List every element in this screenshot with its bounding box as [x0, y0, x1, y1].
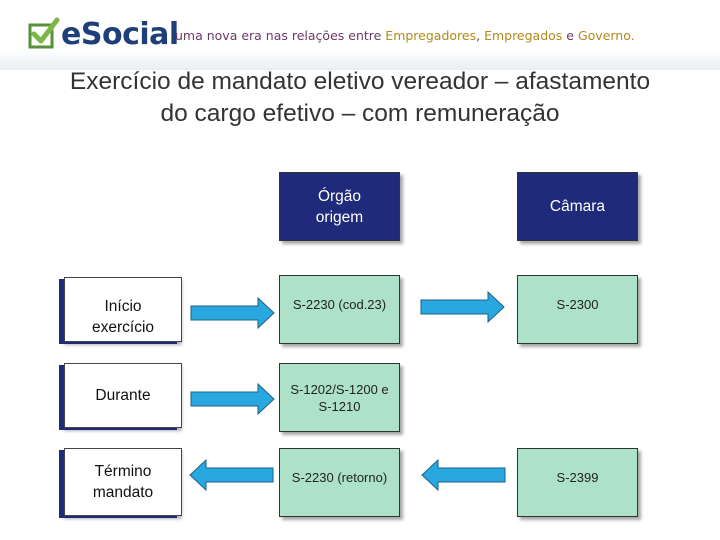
row-label-termino: [64, 448, 182, 516]
orgao-event-text: S-2230 (retorno): [291, 470, 388, 485]
tagline-separator-1: ,: [476, 28, 485, 43]
tagline-separator-2: e: [562, 28, 578, 43]
row-label-text: Durante: [95, 387, 151, 404]
camara-event-inicio: [517, 275, 638, 344]
camara-event-termino: [517, 448, 638, 517]
column-header-orgao-origem: [279, 172, 400, 241]
arrow-left-icon: [188, 458, 274, 492]
row-label-durante: [64, 363, 182, 428]
checkbox-logo-icon: [28, 17, 60, 53]
tagline: [175, 28, 635, 43]
orgao-event-inicio: [279, 275, 400, 344]
tagline-word-employees: Empregados: [484, 28, 563, 43]
orgao-event-text: S-1202/S-1200 e S-1210: [290, 381, 389, 414]
column-header-camara-label: Câmara: [549, 198, 606, 215]
tagline-word-employers: Empregadores: [385, 28, 477, 43]
tagline-word-government: Governo: [577, 28, 631, 43]
row-label-inicio: [64, 277, 182, 342]
row-label-text: Início exercício: [91, 297, 155, 336]
header-bar: [0, 0, 720, 70]
row-label-text: Término mandato: [92, 463, 154, 501]
tagline-end: .: [630, 28, 635, 43]
orgao-event-termino: [279, 448, 400, 517]
orgao-event-text: S-2230 (cod.23): [292, 297, 387, 312]
arrow-left-icon: [420, 458, 506, 492]
column-header-camara: [517, 172, 638, 241]
camara-event-text: S-2300: [556, 297, 599, 312]
arrow-right-icon: [190, 296, 276, 330]
arrow-right-icon: [420, 290, 506, 324]
arrow-right-icon: [190, 382, 276, 416]
page-title: Exercício de mandato eletivo vereador – afastamento do cargo efetivo – com remuneração: [69, 68, 651, 127]
orgao-event-durante: [279, 363, 400, 432]
camara-event-text: S-2399: [556, 470, 599, 485]
tagline-prefix: uma nova era nas relações entre: [175, 28, 386, 43]
logo-text: eSocial: [61, 17, 179, 52]
column-header-orgao-label: Órgão origem: [315, 187, 364, 226]
esocial-logo: [28, 17, 179, 57]
